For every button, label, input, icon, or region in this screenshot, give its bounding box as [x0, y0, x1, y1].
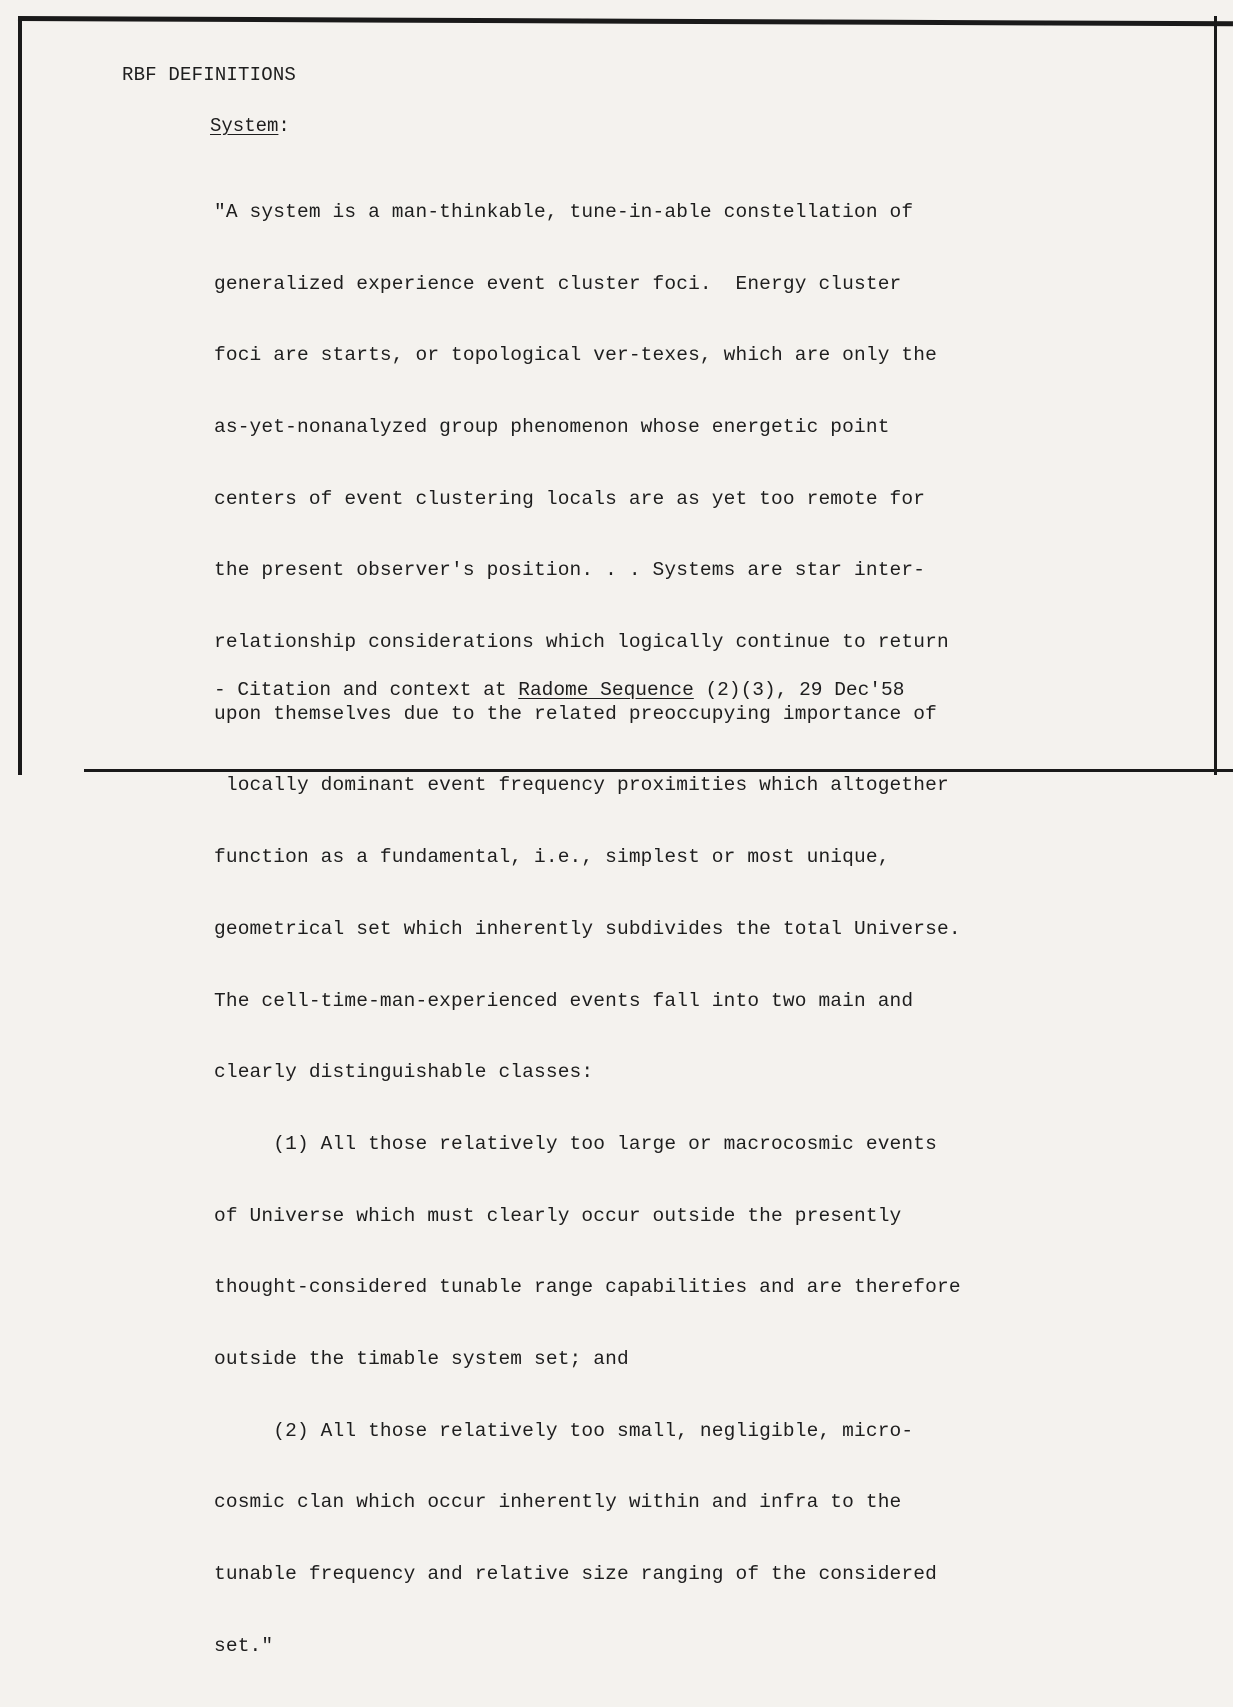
body-line: function as a fundamental, i.e., simplest or most unique,	[214, 846, 890, 869]
page-title: RBF DEFINITIONS	[122, 64, 297, 86]
body-line: set."	[214, 1634, 274, 1657]
body-line: (2) All those relatively too small, negligible, micro-	[214, 1419, 914, 1442]
body-line: outside the timable system set; and	[214, 1348, 629, 1371]
citation	[214, 679, 904, 701]
body-line: of Universe which must clearly occur outside the presently	[214, 1204, 902, 1227]
body-line: clearly distinguishable classes:	[214, 1061, 594, 1084]
body-line: "A system is a man-thinkable, tune-in-able constellation of	[214, 200, 914, 223]
body-line: foci are starts, or topological ver-texes, which are only the	[214, 344, 937, 367]
body-line: The cell-time-man-experienced events fall into two main and	[214, 989, 914, 1012]
body-line: generalized experience event cluster foci. Energy cluster	[214, 272, 902, 295]
body-line: locally dominant event frequency proximities which altogether	[214, 774, 949, 797]
body-line: (1) All those relatively too large or macrocosmic events	[214, 1132, 937, 1155]
body-line: cosmic clan which occur inherently within and infra to the	[214, 1491, 902, 1514]
body-line: geometrical set which inherently subdivides the total Universe.	[214, 917, 961, 940]
citation-suffix: (2)(3), 29 Dec'58	[693, 679, 905, 701]
term-colon: :	[278, 115, 290, 137]
body-line: relationship considerations which logically continue to return	[214, 631, 949, 654]
body-line: tunable frequency and relative size ranging of the considered	[214, 1563, 937, 1586]
citation-source: Radome Sequence	[518, 679, 694, 701]
body-line: the present observer's position. . . Systems are star inter-	[214, 559, 926, 582]
body-line: thought-considered tunable range capabilities and are therefore	[214, 1276, 961, 1299]
definition-body	[214, 153, 961, 1707]
body-line: as-yet-nonanalyzed group phenomenon whose energetic point	[214, 415, 890, 438]
body-line: upon themselves due to the related preoccupying importance of	[214, 702, 937, 725]
term-heading	[210, 115, 290, 137]
citation-prefix: - Citation and context at	[214, 679, 519, 701]
body-line: centers of event clustering locals are as yet too remote for	[214, 487, 926, 510]
term-label: System	[210, 115, 279, 137]
